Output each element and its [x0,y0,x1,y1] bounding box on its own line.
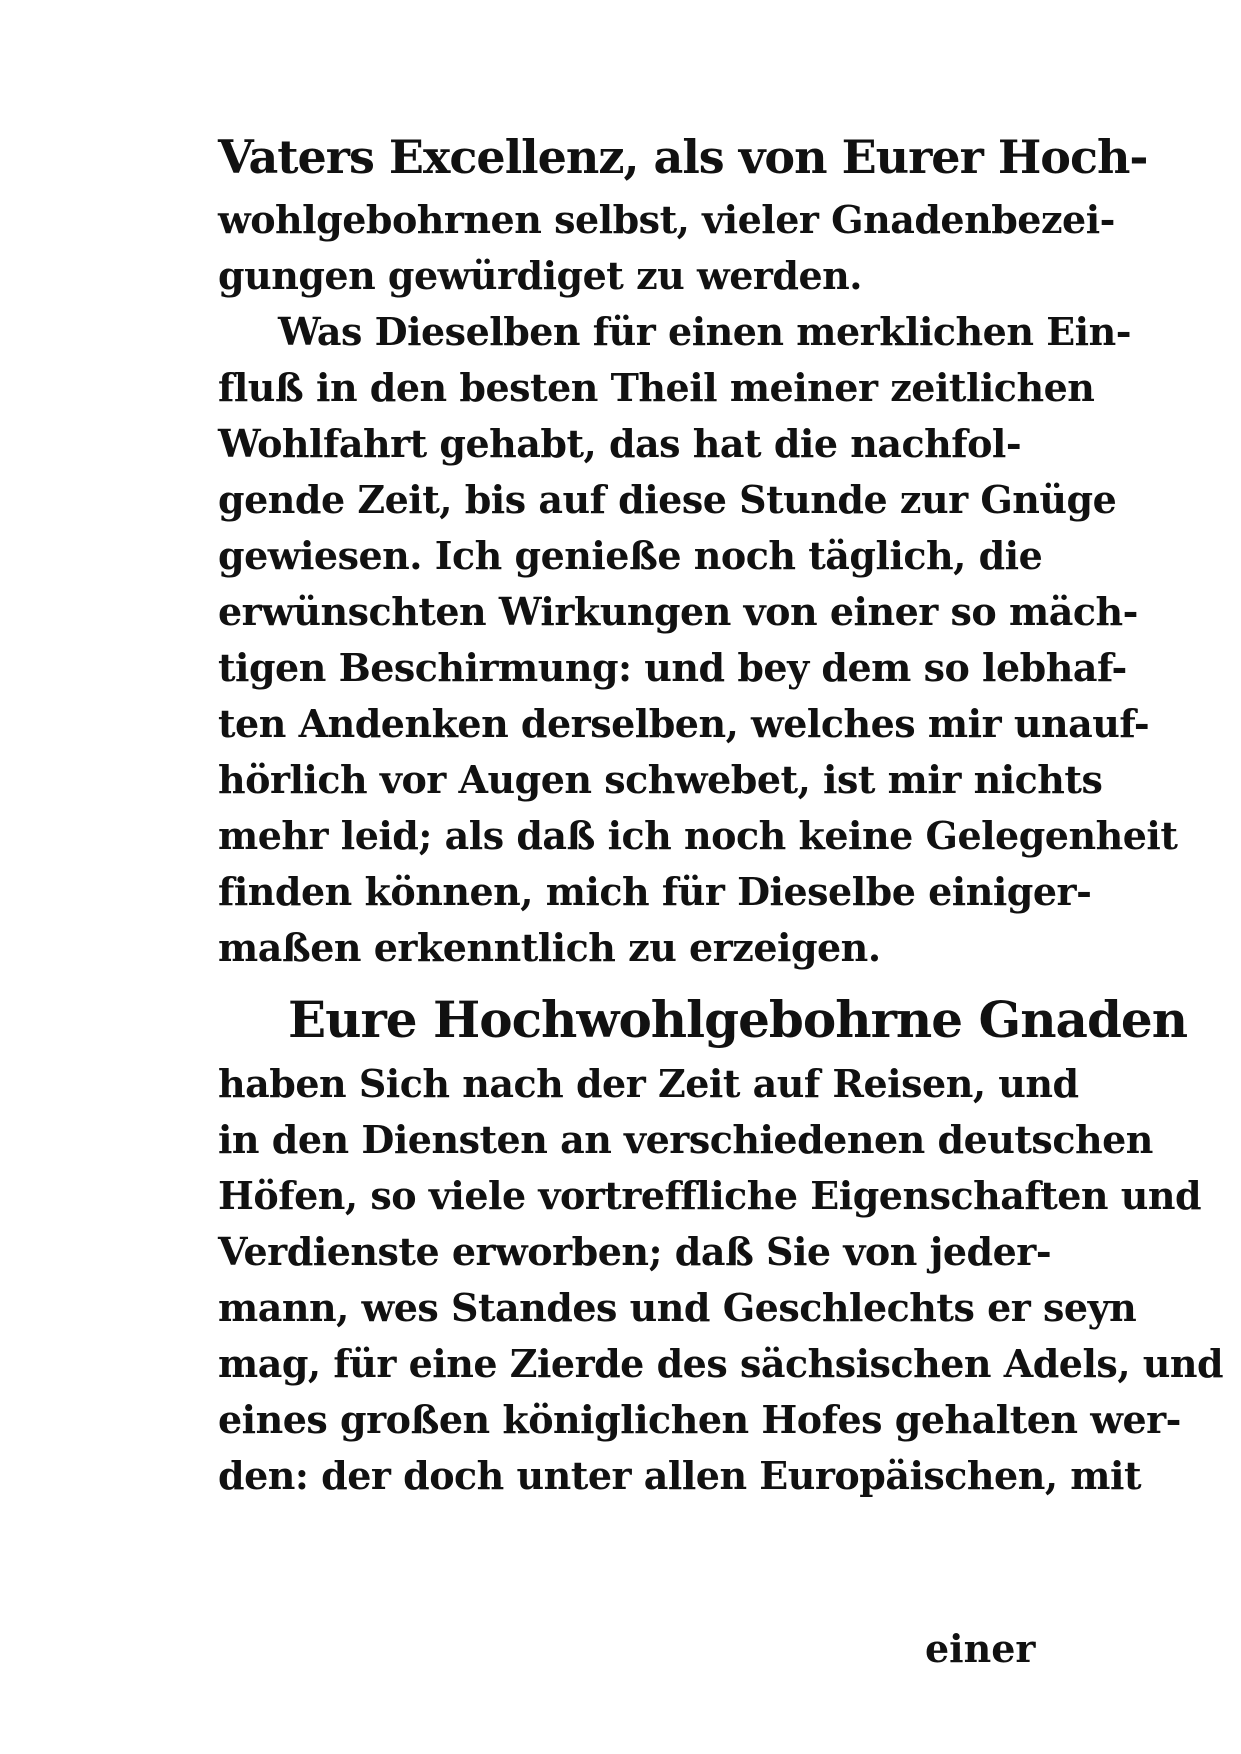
text-line: ten Andenken derselben, welches mir unauf- [218,701,1150,746]
text-line: maßen erkenntlich zu erzeigen. [218,925,881,970]
text-line: erwünschten Wirkungen von einer so mäch- [218,589,1138,634]
text-line: eines großen königlichen Hofes gehalten wer- [218,1397,1181,1442]
text-line: Höfen, so viele vortreffliche Eigenschaften und [218,1173,1202,1218]
text-line: den: der doch unter allen Europäischen, mit [218,1453,1142,1498]
text-line: hörlich vor Augen schwebet, ist mir nichts [218,757,1103,802]
text-line: tigen Beschirmung: und bey dem so lebhaf- [218,645,1127,690]
text-line: Was Dieselben für einen merklichen Ein- [278,309,1131,354]
text-line: in den Diensten an verschiedenen deutschen [218,1117,1153,1162]
section-heading: Eure Hochwohlgebohrne Gnaden [288,990,1188,1049]
text-line: haben Sich nach der Zeit auf Reisen, und [218,1061,1079,1106]
text-line: mag, für eine Zierde des sächsischen Adels, und [218,1341,1224,1386]
text-line: Verdienste erworben; daß Sie von jeder- [218,1229,1052,1274]
text-line: Vaters Excellenz, als von Eurer Hoch- [218,130,1148,184]
text-line: wohlgebohrnen selbst, vieler Gnadenbezei- [218,197,1115,242]
text-line: fluß in den besten Theil meiner zeitlichen [218,365,1095,410]
text-line: mann, wes Standes und Geschlechts er seyn [218,1285,1137,1330]
text-line: mehr leid; als daß ich noch keine Gelegenheit [218,813,1178,858]
catchword: einer [925,1626,1036,1671]
text-line: gewiesen. Ich genieße noch täglich, die [218,533,1043,578]
text-line: finden können, mich für Dieselbe einiger- [218,869,1092,914]
text-line: gungen gewürdiget zu werden. [218,253,863,298]
text-line: Wohlfahrt gehabt, das hat die nachfol- [218,421,1022,466]
text-line: gende Zeit, bis auf diese Stunde zur Gnüge [218,477,1117,522]
